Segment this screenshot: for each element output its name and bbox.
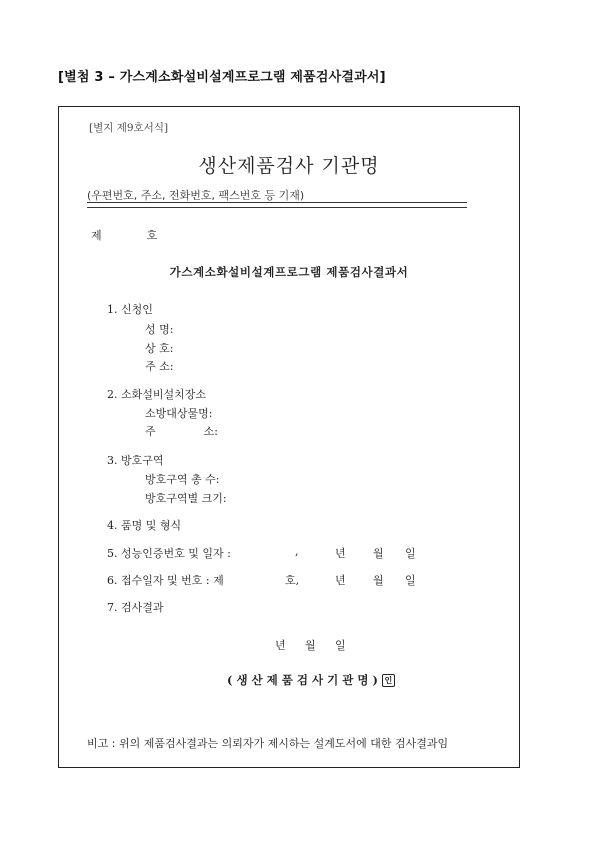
section-4-title: 4. 품명 및 형식 (107, 519, 182, 532)
section-1-title: 1. 신청인 (107, 303, 153, 316)
footer-note: 비고 : 위의 제품검사결과는 의뢰자가 제시하는 설계도서에 대한 검사결과임 (87, 737, 449, 750)
document-title: 가스계소화설비설계프로그램 제품검사결과서 (169, 265, 409, 279)
section-3-title: 3. 방호구역 (107, 454, 164, 467)
document-number-suffix: 호 (146, 229, 158, 242)
section-5-day: 일 (405, 547, 416, 560)
section-2-title: 2. 소화설비설치장소 (107, 388, 206, 401)
seal-mark: 인 (382, 674, 395, 687)
install-address-label (145, 423, 218, 439)
applicant-address-label: 주 소: (145, 360, 174, 373)
applicant-name-label: 성 명: (145, 323, 174, 336)
zone-size-label: 방호구역별 크기: (145, 492, 227, 505)
document-number-prefix: 제 (91, 229, 102, 242)
section-5-year: 년 (335, 547, 346, 560)
form-frame (58, 106, 520, 768)
section-5-title: 5. 성능인증번호 및 일자 : (107, 547, 231, 560)
section-7-title: 7. 검사결과 (107, 601, 164, 614)
applicant-company-label: 상 호: (145, 342, 174, 355)
section-6-day: 일 (405, 574, 416, 587)
section-5-comma: , (295, 545, 299, 558)
section-6-year: 년 (335, 574, 346, 587)
date-year: 년 (275, 639, 286, 652)
section-6-title: 6. 접수일자 및 번호 : 제 (107, 574, 224, 587)
building-name-label: 소방대상물명: (145, 407, 213, 420)
attachment-heading: [별첨 3 – 가스계소화설비설계프로그램 제품검사결과서] (58, 70, 386, 85)
double-rule-divider (87, 202, 467, 208)
install-address-label-part2: 소: (203, 425, 218, 438)
document-number (91, 227, 157, 243)
section-6-ho: 호, (285, 574, 300, 587)
section-5-month: 월 (373, 547, 384, 560)
signature-line (227, 672, 395, 688)
organization-name: 생산제품검사 기관명 (198, 155, 380, 177)
install-address-label-part1: 주 (145, 425, 156, 438)
zone-count-label: 방호구역 총 수: (145, 473, 220, 486)
form-number: [별지 제9호서식] (89, 122, 169, 134)
date-day: 일 (335, 639, 346, 652)
date-month: 월 (305, 639, 316, 652)
section-6-month: 월 (373, 574, 384, 587)
organization-contact-note: (우편번호, 주소, 전화번호, 팩스번호 등 기재) (87, 189, 305, 202)
signature-org-name: ( 생 산 제 품 검 사 기 관 명 ) (227, 673, 378, 687)
